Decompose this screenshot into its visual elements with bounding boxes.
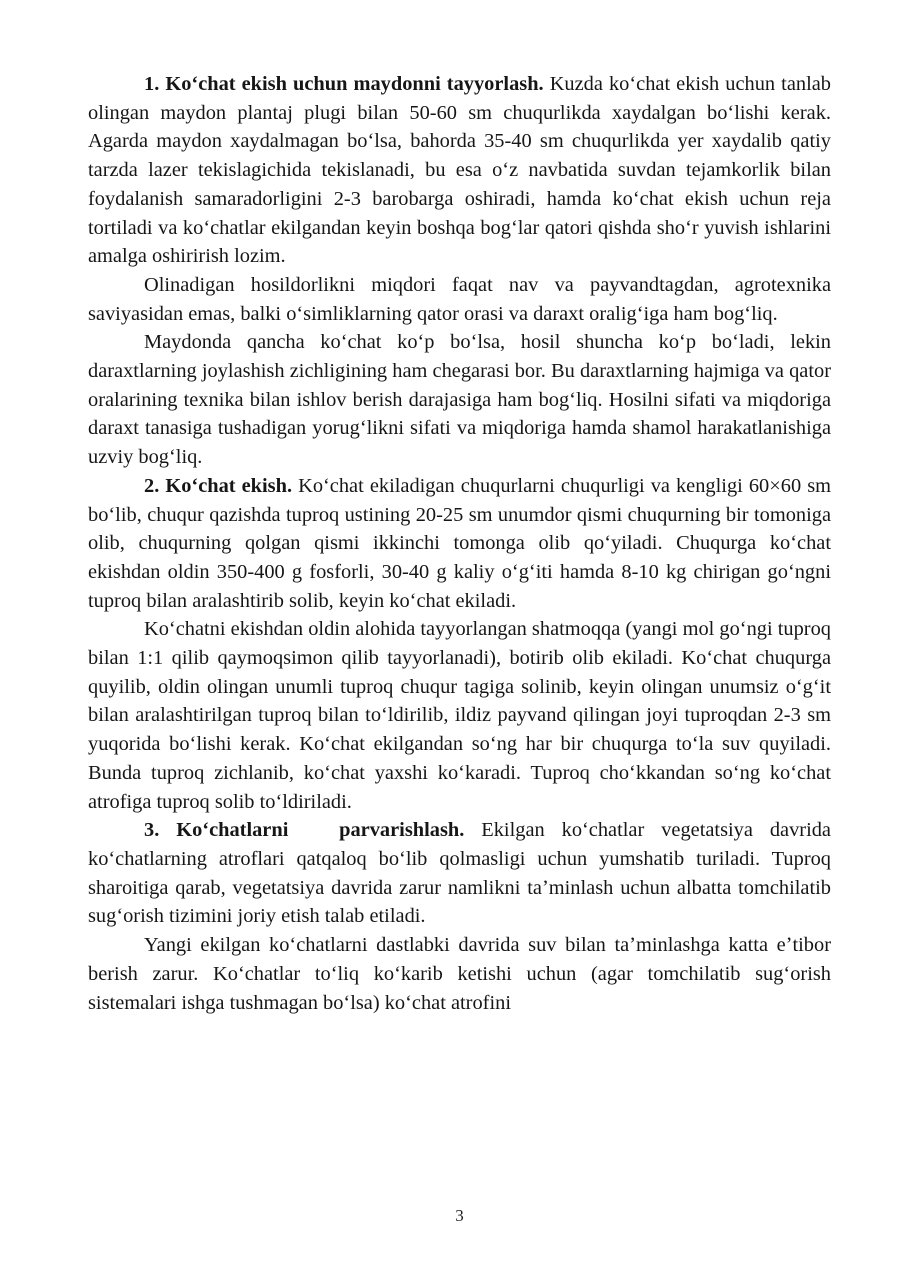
paragraph-2	[88, 271, 831, 328]
paragraph-6	[88, 816, 831, 931]
paragraph-text: Koʻchatni ekishdan oldin alohida tayyorlangan shatmoqqa (yangi mol goʻngi tuproq bilan 1:1 qilib qaymoqsimon qilib tayyorlanadi), botirib olib ekiladi. Koʻchat chuqurga quyilib, oldin olingan unumli tuproq chuqur tagiga solinib, keyin olingan unumsiz oʻgʻit bilan aralashtirilgan tuproq bilan toʻldirilib, ildiz payvand qilingan joyi tuproqdan 2-3 sm yuqorida boʻlishi kerak. Koʻchat ekilgandan soʻng har bir chuqurga toʻla suv quyiladi. Bunda tuproq zichlanib, koʻchat yaxshi koʻkaradi. Tuproq choʻkkandan soʻng koʻchat atrofiga tuproq solib toʻldiriladi.	[88, 618, 831, 813]
paragraph-text: Yangi ekilgan koʻchatlarni dastlabki davrida suv bilan taʼminlashga katta eʼtibor berish zarur. Koʻchatlar toʻliq koʻkarib ketishi uchun (agar tomchilatib sugʻorish sistemalari ishga tushmagan boʻlsa) koʻchat atrofini	[88, 934, 831, 1014]
paragraph-text: Olinadigan hosildorlikni miqdori faqat nav va payvandtagdan, agrotexnika saviyasidan emas, balki oʻsimliklarning qator orasi va daraxt oraligʻiga ham bogʻliq.	[88, 273, 831, 325]
document-body	[88, 70, 831, 1017]
paragraph-4	[88, 472, 831, 616]
paragraph-3	[88, 328, 831, 472]
paragraph-text: Maydonda qancha koʻchat koʻp boʻlsa, hosil shuncha koʻp boʻladi, lekin daraxtlarning joylashish zichligining ham chegarasi bor. Bu daraxtlarning hajmiga va qator oralarining texnika bilan ishlov berish darajasiga ham bogʻliq. Hosilni sifati va miqdoriga daraxt tanasiga tushadigan yorugʻlikni sifati va miqdoriga hamda shamol harakatlanishiga uzviy bogʻliq.	[88, 331, 831, 469]
section-heading-3: 3. Koʻchatlarni parvarishlash.	[144, 819, 465, 842]
paragraph-text: Koʻchat ekiladigan chuqurlarni chuqurligi va kengligi 60×60 sm boʻlib, chuqur qazishda tuproq ustining 20-25 sm unumdor qismi chuqurning bir tomoniga olib, chuqurning qolgan qismi ikkinchi tomonga olib qoʻyiladi. Chuqurga koʻchat ekishdan oldin 350-400 g fosforli, 30-40 g kaliy oʻgʻiti hamda 8-10 kg chirigan goʻngni tuproq bilan aralashtirib solib, keyin koʻchat ekiladi.	[88, 474, 831, 612]
paragraph-text: Ekilgan koʻchatlar vegetatsiya davrida koʻchatlarning atroflari qatqaloq boʻlib qolmasligi uchun yumshatib turiladi. Tuproq sharoitiga qarab, vegetatsiya davrida zarur namlikni taʼminlash uchun albatta tomchilatib sugʻorish tizimini joriy etish talab etiladi.	[88, 819, 831, 928]
paragraph-7	[88, 931, 831, 1017]
section-heading-1: 1. Koʻchat ekish uchun maydonni tayyorlash.	[144, 73, 544, 95]
paragraph-1	[88, 70, 831, 271]
paragraph-text: Kuzda koʻchat ekish uchun tanlab olingan maydon plantaj plugi bilan 50-60 sm chuqurlikda xaydalgan boʻlishi kerak. Agarda maydon xaydalmagan boʻlsa, bahorda 35-40 sm chuqurlikda yer xaydalib qatiy tarzda lazer tekislagichida tekislanadi, bu esa oʻz navbatida suvdan tejamkorlik bilan foydalanish samaradorligini 2-3 barobarga oshiradi, hamda koʻchat ekish uchun reja tortiladi va koʻchatlar ekilgandan keyin boshqa bogʻlar qatori qishda shoʻr yuvish ishlarini amalga oshirirish lozim.	[88, 73, 831, 268]
paragraph-5	[88, 615, 831, 816]
page-number: 3	[455, 1206, 464, 1225]
section-heading-2: 2. Koʻchat ekish.	[144, 474, 293, 497]
